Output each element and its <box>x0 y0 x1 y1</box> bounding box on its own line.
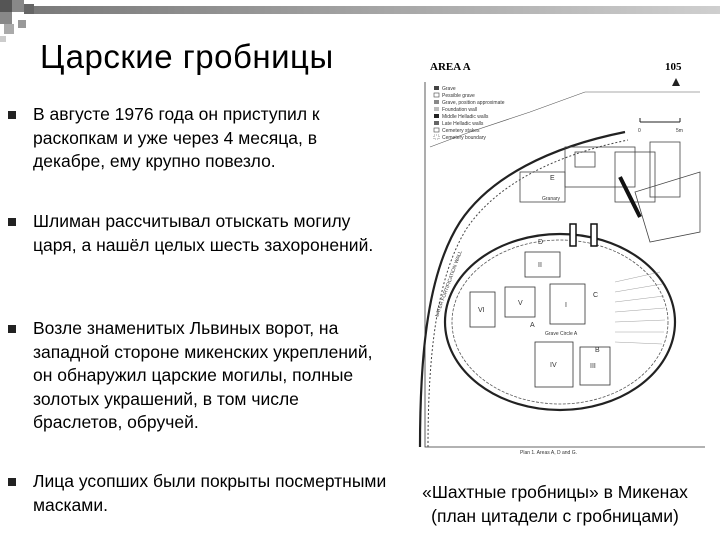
grave-label: I <box>565 302 567 309</box>
grave-label: II <box>538 262 542 269</box>
legend-item: Grave <box>442 86 456 92</box>
svg-text:D: D <box>538 239 544 246</box>
bullet-item <box>8 103 388 174</box>
plan-header-left: AREA A <box>430 61 471 73</box>
grave-label: V <box>518 300 523 307</box>
top-rule <box>34 6 720 14</box>
granary-label: Granary <box>542 196 561 202</box>
legend-item: Foundation wall <box>442 107 478 113</box>
svg-text:A: A <box>530 322 535 329</box>
bullet-text: Возле знаменитых Львиных ворот, на западной стороне микенских укреплений, он обнаружил царские могилы, полные золотых украшений, в том числе браслетов, обручей. <box>33 318 373 432</box>
grave-label: IV <box>550 362 557 369</box>
caption-line: (план цитадели с гробницами) <box>431 506 679 526</box>
svg-text:5m: 5m <box>676 128 683 134</box>
svg-text:B: B <box>595 347 600 354</box>
bullet-icon <box>8 111 16 119</box>
legend-item: Late Helladic walls <box>442 121 484 127</box>
legend-item: Cemetery stakes <box>442 128 480 134</box>
grave-circle-label: Grave Circle A <box>545 331 578 337</box>
scale-bar <box>638 78 683 134</box>
bullet-text: Лица усопших были покрыты посмертными масками. <box>33 471 387 515</box>
bullet-item <box>8 470 388 517</box>
svg-text:0: 0 <box>638 128 641 134</box>
svg-text:C: C <box>593 292 599 299</box>
grave-label: III <box>590 363 596 370</box>
bullet-icon <box>8 218 16 226</box>
wall-label: LATER FORTIFICATION WALL <box>434 250 464 318</box>
grave-label: VI <box>478 307 485 314</box>
bullet-icon <box>8 325 16 333</box>
bullet-icon <box>8 478 16 486</box>
slide-title: Царские гробницы <box>40 38 334 75</box>
plan-legend <box>434 86 505 141</box>
plan-header-right: 105 <box>665 61 682 73</box>
svg-text:E: E <box>550 175 555 182</box>
bullet-item <box>8 317 388 435</box>
legend-item: Cemetery boundary <box>442 135 486 141</box>
caption-line: «Шахтные гробницы» в Микенах <box>422 482 688 502</box>
plan-footnote: Plan 1. Areas A, D and G. <box>520 450 577 456</box>
bullet-text: В августе 1976 года он приступил к раскопкам и уже через 4 месяца, в декабре, ему крупно повезло. <box>33 104 320 171</box>
bullet-item <box>8 210 388 257</box>
image-caption <box>392 480 718 528</box>
legend-item: Pessible grave <box>442 93 475 99</box>
legend-item: Grave, position approximate <box>442 100 505 106</box>
bullet-text: Шлиман рассчитывал отыскать могилу царя, а нашёл целых шесть захоронений. <box>33 211 374 255</box>
citadel-plan-image <box>410 52 710 462</box>
legend-item: Middle Helladic walls <box>442 114 489 120</box>
